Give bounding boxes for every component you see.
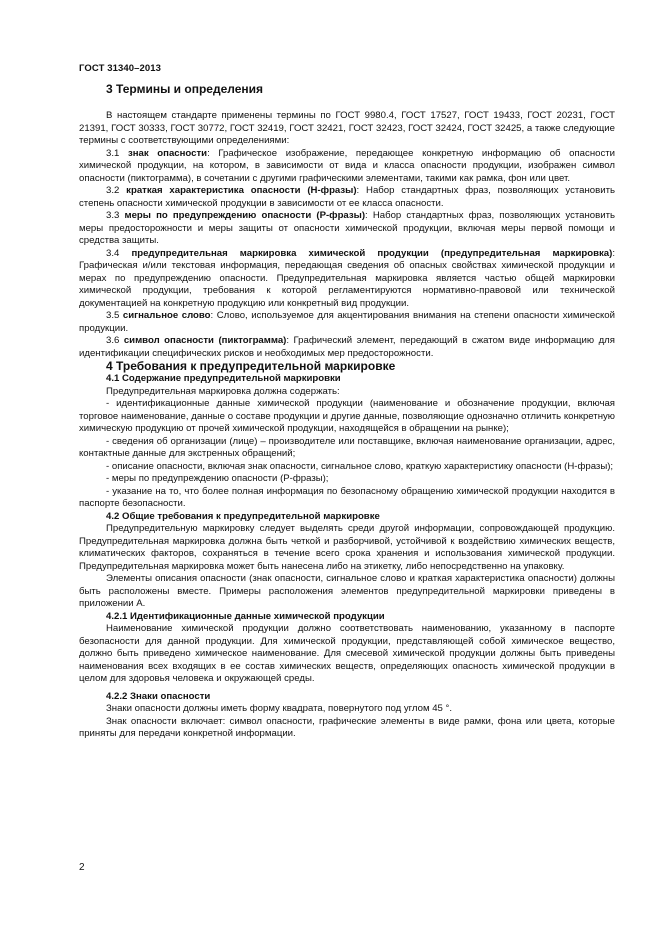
term-name: знак опасности [127,147,208,159]
term-number: 3.1 [106,147,128,159]
section-3-intro: В настоящем стандарте применены термины по ГОСТ 9980.4, ГОСТ 17527, ГОСТ 19433, ГОСТ 20231, ГОСТ 21391, ГОСТ 30333, ГОСТ 30772, ГОСТ 32419, ГОСТ 32421, ГОСТ 32423, ГОСТ 32424, ГОСТ 32425, а также следующие термины с соответствующими определениями: [79,110,615,146]
list-item: - указание на то, что более полная информация по безопасному обращению химической продукции находится в паспорте безопасности. [79,485,615,509]
term-3-1 [79,148,615,186]
term-number: 3.6 [106,335,124,346]
subsection-4-2-1-heading: 4.2.1 Идентификационные данные химической продукции [106,610,385,622]
term-definition: : Графическое изображение, передающее конкретную информацию об опасности химической продукции, на котором, в зависимости от вида и класса опасности продукции, изображен символ опасности (пиктограмма), в сочетании с другими графическими элементами, такими как рамка, фон или цвет. [79,147,616,184]
subsection-4-2-heading: 4.2 Общие требования к предупредительной маркировке [106,510,380,522]
list-item: - меры по предупреждению опасности (Р-фразы); [106,473,329,484]
list-item: - идентификационные данные химической продукции (наименование и обозначение продукции, включая торговое наименование, данные о составе продукции и другие данные, позволяющие однозначно отличить конкретную химическую продукцию от прочей химической продукции, находящейся в обращении на рынке); [79,398,615,434]
term-name: предупредительная маркировка химической продукции (предупредительная маркировка) [131,247,613,259]
list-item: - описание опасности, включая знак опасности, сигнальное слово, краткую характеристику опасности (Н-фразы); [106,460,614,472]
paragraph: Наименование химической продукции должно соответствовать наименованию, указанному в паспорте безопасности для данной продукции. Для химической продукции, представляющей собой химическое вещество, должно быть приведено химическое наименование. Для смесевой химической продукции должны быть приведены наименования всех входящих в ее состав химических веществ, определяющих опасность химической продукции в целом для здоровья человека и окружающей среды. [79,623,615,684]
term-number: 3.4 [106,247,132,259]
list-item: - сведения об организации (лице) – производителе или поставщике, включая наименование организации, адрес, контактные данные для экстренных обращений; [79,435,615,459]
section-4-heading: 4 Требования к предупредительной маркировке [106,359,396,373]
section-3-heading: 3 Термины и определения [106,82,264,96]
term-number: 3.5 [106,310,123,321]
term-name: сигнальное слово [122,310,211,321]
term-name: краткая характеристика опасности (Н-фразы) [126,185,357,196]
term-definition: : Набор стандартных фраз, позволяющих установить степень опасности химической продукции в зависимости от ее класса опасности. [79,185,615,209]
paragraph: Знаки опасности должны иметь форму квадрата, повернутого под углом 45 °. [106,703,453,714]
term-definition: : Графическая и/или текстовая информация, передающая сведения об опасных свойствах химической продукции и мерах по предупреждению опасности. Предупредительная маркировка является частью общей маркировки химической продукции, требования к которой регламентируются нормативно-правовой или технической документацией на конкретную продукцию или конкретный вид продукции. [79,247,615,309]
term-name: меры по предупреждению опасности (Р-фразы) [124,210,366,221]
paragraph: Предупредительную маркировку следует выделять среди другой информации, сопровождающей продукцию. Предупредительная маркировка должна быть четкой и разборчивой, устойчивой к воздействию химических веществ, климатических факторов, сохраняться в течение всего срока хранения и использования химической продукции. Предупредительная маркировка может быть нанесена либо на этикетку, либо непосредственно на упаковку. [79,523,615,572]
term-3-4 [79,248,615,311]
paragraph: Знак опасности включает: символ опасности, графические элементы в виде рамки, фона или цвета, которые приняты для передачи конкретной информации. [79,715,615,739]
term-3-3 [79,210,615,248]
page-number: 2 [79,862,85,873]
subsection-4-1-lead: Предупредительная маркировка должна содержать: [106,385,340,397]
term-name: символ опасности (пиктограмма) [123,335,287,346]
term-number: 3.2 [106,185,127,196]
document-code: ГОСТ 31340–2013 [79,63,162,74]
term-definition: : Набор стандартных фраз, позволяющих установить меры предосторожности и меры защиты от опасности химической продукции, включая меры первой помощи и средства защиты. [79,210,615,246]
paragraph: Элементы описания опасности (знак опасности, сигнальное слово и краткая характеристика опасности) должны быть расположены вместе. Примеры расположения элементов предупредительной маркировки приведены в приложении А. [79,573,615,609]
term-definition: : Слово, используемое для акцентирования внимания на степени опасности химической продукции. [79,310,615,334]
term-definition: : Графический элемент, передающий в сжатом виде информацию для идентификации специфических рисков и необходимых мер предосторожности. [79,335,615,359]
page-content [79,82,615,741]
term-3-5 [79,310,615,335]
subsection-4-2-2-heading: 4.2.2 Знаки опасности [106,690,211,702]
term-3-2 [79,185,615,210]
term-number: 3.3 [106,210,125,221]
term-3-6 [79,335,615,360]
subsection-4-1-heading: 4.1 Содержание предупредительной маркировки [106,373,341,384]
